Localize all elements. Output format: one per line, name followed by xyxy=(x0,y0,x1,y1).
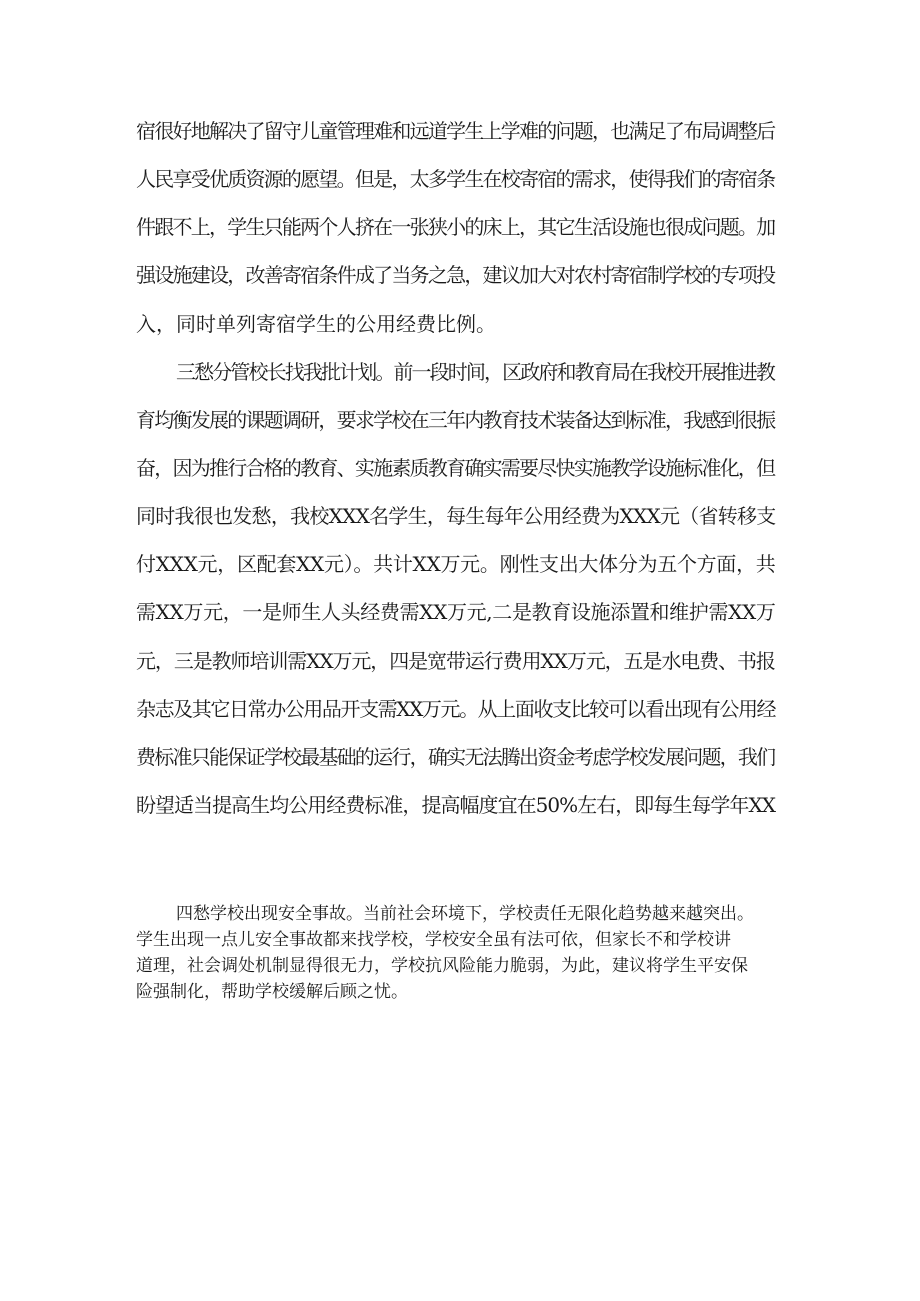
paragraph-2-line: 元，三是教师培训需XX万元，四是宽带运行费用XX万元，五是水电费、书报 xyxy=(136,649,775,673)
paragraph-2-line: 育均衡发展的课题调研，要求学校在三年内教育技术装备达到标准，我感到很振 xyxy=(136,408,775,432)
paragraph-2-line: 杂志及其它日常办公用品开支需XX万元。从上面收支比较可以看出现有公用经 xyxy=(136,697,776,721)
paragraph-2-line: 同时我很也发愁，我校XXX名学生，每生每年公用经费为XXX元（省转移支 xyxy=(136,504,776,528)
paragraph-2-line: 盼望适当提高生均公用经费标准，提高幅度宜在50%左右，即每生每学年XX xyxy=(136,793,775,817)
paragraph-3-line: 学生出现一点儿安全事故都来找学校，学校安全虽有法可依，但家长不和学校讲 xyxy=(136,930,731,950)
paragraph-1-line: 入，同时单列寄宿学生的公用经费比例。 xyxy=(136,312,496,336)
paragraph-3-line: 险强制化，帮助学校缓解后顾之忧。 xyxy=(136,982,408,1002)
paragraph-1-line: 人民享受优质资源的愿望。但是，太多学生在校寄宿的需求，使得我们的寄宿条 xyxy=(136,167,775,191)
paragraph-3-line: 四愁学校出现安全事故。当前社会环境下，学校责任无限化趋势越来越突出。 xyxy=(176,904,754,924)
paragraph-1-line: 宿很好地解决了留守儿童管理难和远道学生上学难的问题，也满足了布局调整后 xyxy=(136,119,775,143)
paragraph-2-line: 付XXX元，区配套XX元）。共计XX万元。刚性支出大体分为五个方面，共 xyxy=(136,552,776,576)
paragraph-2-line: 需XX万元，一是师生人头经费需XX万元,二是教育设施添置和维护需XX万 xyxy=(136,600,776,624)
paragraph-2-line: 奋，因为推行合格的教育、实施素质教育确实需要尽快实施教学设施标准化，但 xyxy=(136,456,775,480)
paragraph-2-line: 费标准只能保证学校最基础的运行，确实无法腾出资金考虑学校发展问题，我们 xyxy=(136,745,775,769)
paragraph-1-line: 件跟不上，学生只能两个人挤在一张狭小的床上，其它生活设施也很成问题。加 xyxy=(136,215,775,239)
paragraph-2-line: 三愁分管校长找我批计划。前一段时间，区政府和教育局在我校开展推进教 xyxy=(176,360,774,384)
paragraph-1-line: 强设施建设，改善寄宿条件成了当务之急，建议加大对农村寄宿制学校的专项投 xyxy=(136,263,775,287)
paragraph-3-line: 道理，社会调处机制显得很无力，学校抗风险能力脆弱，为此，建议将学生平安保 xyxy=(136,956,748,976)
